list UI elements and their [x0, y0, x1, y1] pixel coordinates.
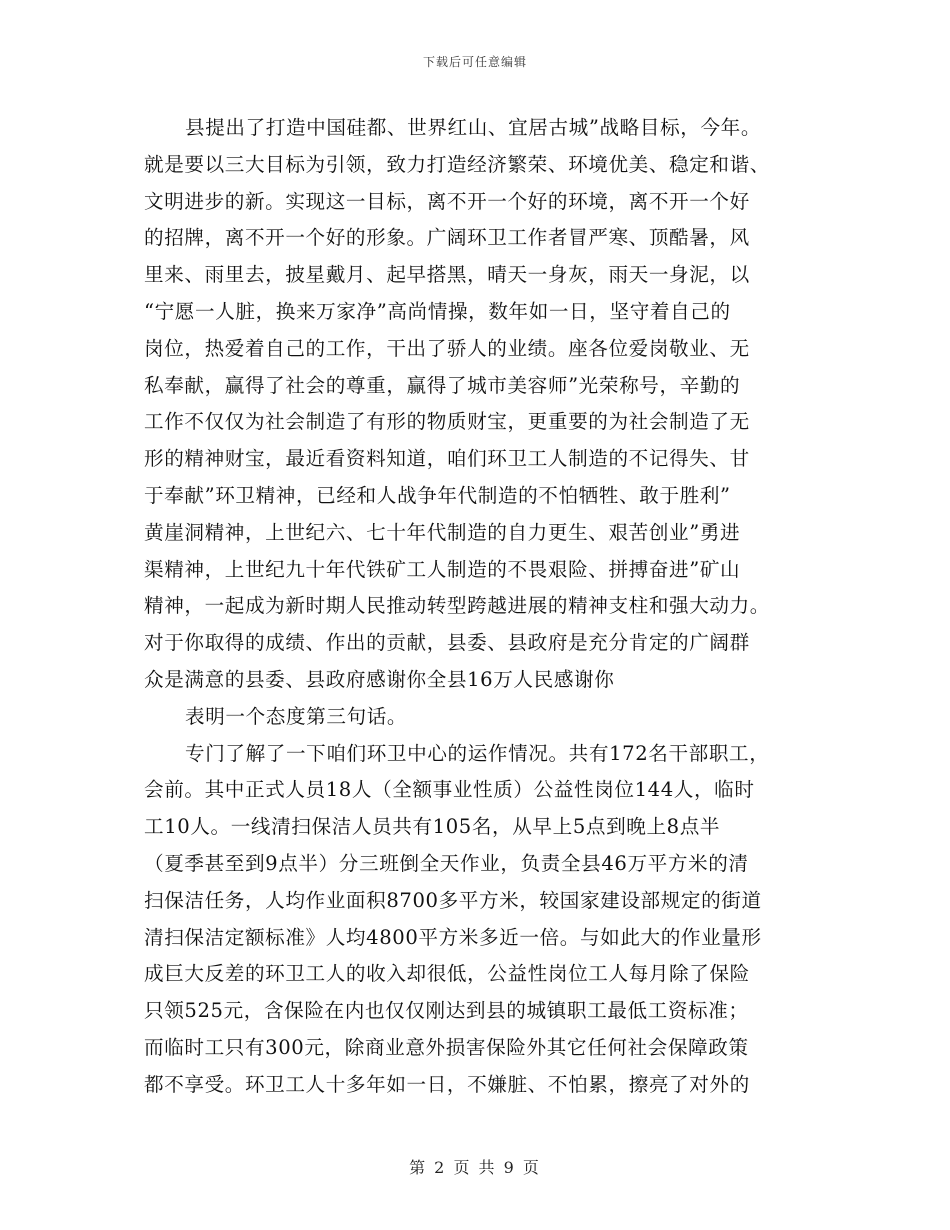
text-line: 工10人。一线清扫保洁人员共有105名，从早上5点到晚上8点半 — [144, 815, 721, 839]
text-line: 表明一个态度第三句话。 — [185, 704, 408, 728]
text-line: 渠精神，上世纪九十年代铁矿工人制造的不畏艰险、拼搏奋进”矿山 — [144, 557, 741, 581]
text-line: 精神，一起成为新时期人民推动转型跨越进展的精神支柱和强大动力。 — [144, 594, 771, 618]
text-line: 于奉献”环卫精神，已经和人战争年代制造的不怕牺牲、敢于胜利” — [144, 483, 731, 507]
text-line: 文明进步的新。实现这一目标，离不开一个好的环境，离不开一个好 — [144, 189, 750, 213]
text-line: 私奉献，赢得了社会的尊重，赢得了城市美容师”光荣称号，辛勤的 — [144, 373, 741, 397]
text-line: 会前。其中正式人员18人（全额事业性质）公益性岗位144人，临时 — [144, 778, 755, 802]
text-line: 黄崖洞精神，上世纪六、七十年代制造的自力更生、艰苦创业”勇进 — [144, 520, 741, 544]
paragraph-1 — [144, 110, 808, 699]
page-footer: 第 2 页 共 9 页 — [409, 1158, 541, 1177]
text-line: “宁愿一人脏，换来万家净”高尚情操，数年如一日，坚守着自己的 — [144, 299, 731, 323]
text-line: 只领525元，含保险在内也仅仅刚达到县的城镇职工最低工资标准； — [144, 999, 749, 1023]
text-line: 的招牌，离不开一个好的形象。广阔环卫工作者冒严寒、顶酷暑，风 — [144, 226, 750, 250]
document-body — [144, 110, 808, 1104]
text-line: 专门了解了一下咱们环卫中心的运作情况。共有172名干部职工， — [185, 741, 770, 765]
text-line: 里来、雨里去，披星戴月、起早搭黑，晴天一身灰，雨天一身泥，以 — [144, 263, 750, 287]
text-line: 县提出了打造中国硅都、世界红山、宜居古城”战略目标，今年。 — [185, 116, 762, 139]
text-line: 对于你取得的成绩、作出的贡献，县委、县政府是充分肯定的广阔群 — [144, 631, 750, 655]
text-line: 清扫保洁定额标准》人均4800平方米多近一倍。与如此大的作业量形 — [144, 925, 762, 949]
text-line: 成巨大反差的环卫工人的收入却很低，公益性岗位工人每月除了保险 — [144, 962, 750, 986]
text-line: 就是要以三大目标为引领，致力打造经济繁荣、环境优美、稳定和谐、 — [144, 152, 771, 176]
page-header: 下载后可任意编辑 — [422, 55, 527, 69]
text-line: 扫保洁任务，人均作业面积8700多平方米，较国家建设部规定的街道 — [144, 888, 762, 912]
text-line: 形的精神财宝，最近看资料知道，咱们环卫工人制造的不记得失、甘 — [144, 447, 750, 471]
text-line: 都不享受。环卫工人十多年如一日，不嫌脏、不怕累，擦亮了对外的 — [144, 1072, 750, 1096]
text-line: （夏季甚至到9点半）分三班倒全天作业，负责全县46万平方米的清 — [144, 851, 749, 875]
paragraph-2 — [144, 699, 808, 736]
text-line: 岗位，热爱着自己的工作，干出了骄人的业绩。座各位爱岗敬业、无 — [144, 336, 750, 360]
text-line: 众是满意的县委、县政府感谢你全县16万人民感谢你 — [144, 667, 615, 691]
paragraph-3 — [144, 736, 808, 1104]
text-line: 工作不仅仅为社会制造了有形的物质财宝，更重要的为社会制造了无 — [144, 410, 750, 434]
text-line: 而临时工只有300元，除商业意外损害保险外其它任何社会保障政策 — [144, 1035, 749, 1059]
